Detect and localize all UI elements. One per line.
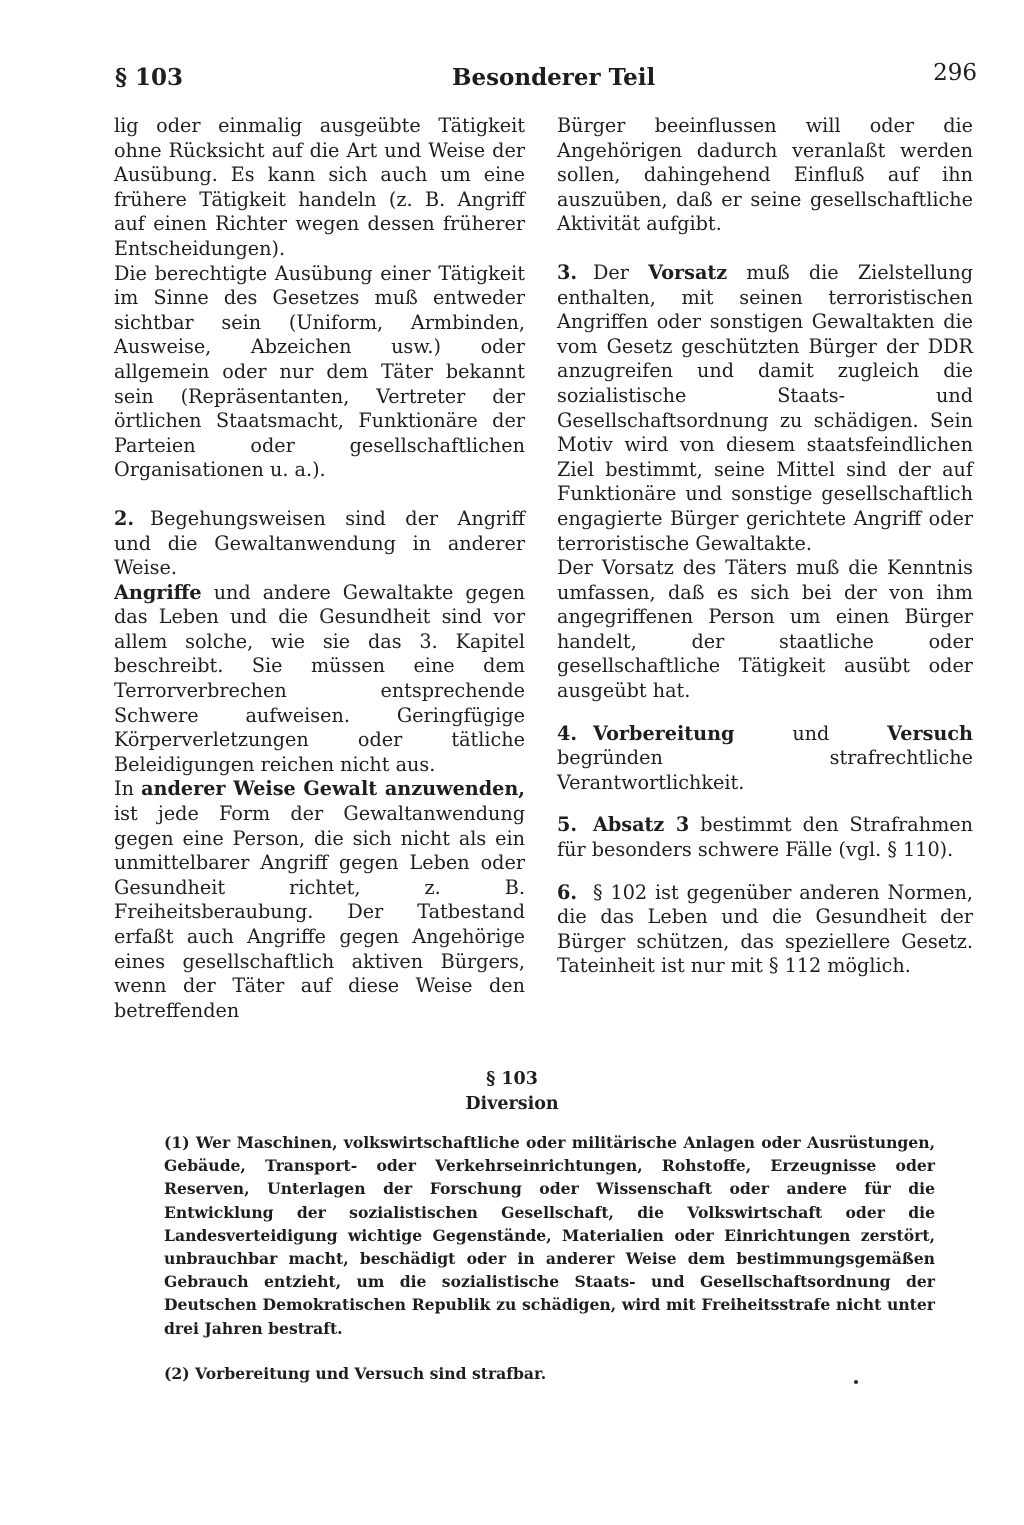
item-4-mid: und <box>792 721 830 745</box>
term-absatz-3: Absatz 3 <box>593 813 690 837</box>
law-section-title: Diversion <box>465 1094 559 1114</box>
item-3-text: muß die Zielstellung enthalten, mit seinen terroristischen Angriffen oder sonstigen Gewaltakten die vom Gesetz geschützten Bürger der DDR anzugreifen und damit zugleich die sozialistische Staats- und Gesellschaftsordnung zu schädigen. Sein Motiv wird von diesem staatsfeindlichen Ziel bestimmt, seine Mittel sind der auf Funktionäre und sonstige gesellschaftlich engagierte Bürger gerichtete Angriff oder terroristische Gewaltakte. <box>557 260 973 555</box>
item-6-text: § 102 ist gegenüber anderen Normen, die das Leben und die Gesundheit der Bürger schützen, das speziellere Gesetz. Tateinheit ist nur mit § 112 möglich. <box>557 880 973 978</box>
right-column <box>557 114 973 979</box>
term-andere-weise: anderer Weise Gewalt anzuwenden, <box>141 777 525 801</box>
item-5-number: 5. <box>557 813 578 837</box>
left-paragraph-1: lig oder einmalig ausgeübte Tätigkeit ohne Rücksicht auf die Art und Weise der Ausübung. Es kann sich auch um eine frühere Tätigkeit handeln (z. B. Angriff auf einen Richter wegen dessen früherer Entscheidungen). <box>114 114 525 260</box>
item-5 <box>557 813 973 862</box>
item-4-number: 4. <box>557 721 578 745</box>
item-4 <box>557 722 973 796</box>
item-2-text: Begehungsweisen sind der Angriff und die Gewaltanwendung in anderer Weise. <box>114 506 525 580</box>
item-6 <box>557 881 973 979</box>
left-paragraph-3 <box>114 581 525 778</box>
running-title: Besonderer Teil <box>452 64 656 91</box>
left-paragraph-4-text: ist jede Form der Gewaltanwendung gegen eine Person, die sich nicht als ein unmittelbarer Angriff gegen Leben oder Gesundheit richtet, z. B. Freiheitsberaubung. Der Tatbestand erfaßt auch Angriffe gegen Angehörige eines gesellschaftlich aktiven Bürgers, wenn der Täter auf diese Weise den betreffenden <box>114 802 525 1022</box>
term-angriffe: Angriffe <box>114 580 202 604</box>
left-paragraph-3-text: und andere Gewaltakte gegen das Leben und die Gesundheit sind vor allem solche, wie sie das 3. Kapitel beschreibt. Sie müssen eine dem Terrorverbrechen entsprechende Schwere aufweisen. Geringfügige Körperverletzungen oder tätliche Beleidigungen reichen nicht aus. <box>114 580 525 776</box>
item-3-pre: Der <box>593 260 629 284</box>
left-paragraph-2: Die berechtigte Ausübung einer Tätigkeit im Sinne des Gesetzes muß entweder sichtbar sein (Uniform, Armbinden, Ausweise, Abzeichen usw.) oder allgemein oder nur dem Täter bekannt sein (Repräsentanten, Vertreter der örtlichen Staatsmacht, Funktionäre der Parteien oder gesellschaftlichen Organisationen u. a.). <box>114 261 525 482</box>
item-4-text: begründen strafrechtliche Verantwortlichkeit. <box>557 746 973 794</box>
item-3-number: 3. <box>557 260 578 284</box>
item-6-number: 6. <box>557 880 578 904</box>
left-paragraph-4 <box>114 777 525 1023</box>
print-speck <box>854 1380 858 1384</box>
law-paragraph-1: (1) Wer Maschinen, volkswirtschaftliche oder militärische Anlagen oder Ausrüstungen, Gebäude, Transport- oder Verkehrseinrichtungen, Rohstoffe, Erzeugnisse oder Reserven, Unterlagen der Forschung oder Wissenschaft oder andere für die Entwicklung der sozialistischen Gesellschaft, die Volkswirtschaft oder die Landesverteidigung wichtige Gegenstände, Materialien oder Einrichtungen zerstört, unbrauchbar macht, beschädigt oder in anderer Weise dem bestimmungsgemäßen Gebrauch entzieht, um die sozialistische Staats- und Gesellschaftsordnung der Deutschen Demokratischen Republik zu schädigen, wird mit Freiheitsstrafe nicht unter drei Jahren bestraft. <box>164 1133 935 1338</box>
right-paragraph-2: Der Vorsatz des Täters muß die Kenntnis umfassen, daß es sich bei der von ihm angegriffenen Person um einen Bürger handelt, der staatliche oder gesellschaftliche Tätigkeit ausübt oder ausgeübt hat. <box>557 556 973 703</box>
left-paragraph-4-pre: In <box>114 777 134 801</box>
term-vorbereitung: Vorbereitung <box>593 721 735 745</box>
term-versuch: Versuch <box>887 721 973 745</box>
law-paragraph-2: (2) Vorbereitung und Versuch sind strafbar. <box>164 1363 547 1383</box>
page-header <box>115 58 977 94</box>
page-number: 296 <box>933 60 977 86</box>
item-2-number: 2. <box>114 506 135 530</box>
item-2 <box>114 507 525 581</box>
item-5-text: bestimmt den Strafrahmen für besonders schwere Fälle (vgl. § 110). <box>557 813 973 862</box>
running-section: § 103 <box>115 64 184 91</box>
right-paragraph-1: Bürger beeinflussen will oder die Angehörigen dadurch veranlaßt werden sollen, dahingehend Einfluß auf ihn auszuüben, daß er seine gesellschaftliche Aktivität aufgibt. <box>557 114 973 236</box>
item-3 <box>557 261 973 556</box>
law-section-number: § 103 <box>486 1069 538 1089</box>
term-vorsatz: Vorsatz <box>648 260 728 284</box>
law-text <box>164 1131 935 1385</box>
left-column <box>114 114 525 1023</box>
